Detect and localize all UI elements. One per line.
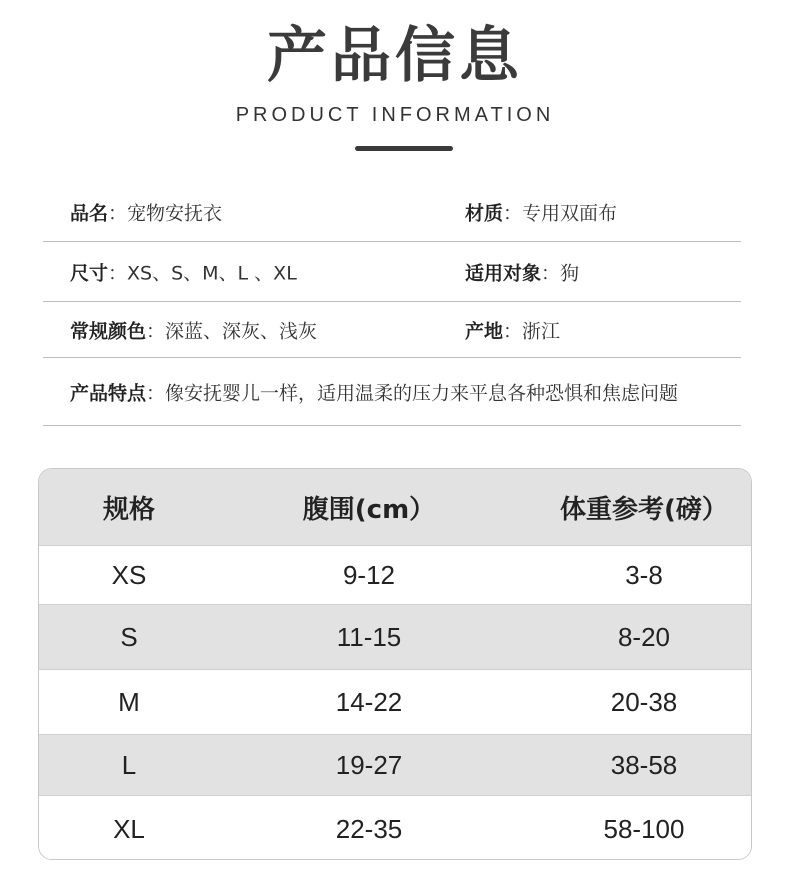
table-header-cell: 腹围(cm） <box>302 494 436 525</box>
table-cell: XL <box>113 813 145 844</box>
info-label: 产品特点 <box>70 382 147 404</box>
table-cell: 22-35 <box>335 813 403 844</box>
table-header-row <box>39 469 751 545</box>
table-row <box>39 545 751 604</box>
info-value: 像安抚婴儿一样，适用温柔的压力来平息各种恐惧和焦虑问题 <box>165 382 679 404</box>
info-row <box>43 302 741 358</box>
info-value: 专用双面布 <box>522 202 618 224</box>
table-cell: 38-58 <box>610 749 678 780</box>
info-item-target <box>465 258 579 285</box>
info-item-colors <box>70 316 317 343</box>
table-cell: 3-8 <box>625 559 663 590</box>
info-value: 狗 <box>560 262 580 284</box>
info-separator: ： <box>503 202 523 224</box>
info-separator: ： <box>108 262 128 284</box>
table-cell: 20-38 <box>610 686 678 717</box>
info-separator: ： <box>541 262 561 284</box>
info-label: 品名 <box>70 202 109 224</box>
table-cell: 8-20 <box>617 621 671 652</box>
info-value: 深蓝、深灰、浅灰 <box>165 320 318 342</box>
info-row <box>43 242 741 302</box>
info-label: 产地 <box>465 320 504 342</box>
info-item-size <box>70 258 297 285</box>
info-row <box>43 358 741 426</box>
info-value: XS、S、M、L 、XL <box>127 262 297 284</box>
info-separator: ： <box>503 320 523 342</box>
page-subtitle: PRODUCT INFORMATION <box>235 104 555 126</box>
size-chart-table <box>38 468 752 860</box>
info-label: 尺寸 <box>70 262 109 284</box>
table-cell: 14-22 <box>335 686 403 717</box>
info-value: 宠物安抚衣 <box>127 202 223 224</box>
info-item-name <box>70 198 222 225</box>
info-label: 材质 <box>465 202 504 224</box>
page-title: 产品信息 <box>267 21 523 91</box>
info-row <box>43 182 741 242</box>
info-separator: ： <box>146 382 166 404</box>
info-label: 常规颜色 <box>70 320 147 342</box>
table-cell: S <box>120 621 138 652</box>
info-label: 适用对象 <box>465 262 542 284</box>
info-value: 浙江 <box>522 320 561 342</box>
table-cell: M <box>118 686 140 717</box>
table-row <box>39 604 751 669</box>
info-item-material <box>465 198 617 225</box>
info-item-features <box>70 378 678 405</box>
table-row <box>39 669 751 734</box>
table-cell: 11-15 <box>336 621 402 652</box>
table-cell: L <box>121 749 137 780</box>
title-underline-bar <box>355 146 453 151</box>
table-row <box>39 795 751 860</box>
product-info-list <box>43 182 741 426</box>
table-header-cell: 体重参考(磅） <box>560 494 728 525</box>
table-header-cell: 规格 <box>102 494 155 525</box>
table-cell: 58-100 <box>603 813 685 844</box>
table-cell: 19-27 <box>335 749 403 780</box>
info-separator: ： <box>146 320 166 342</box>
info-item-origin <box>465 316 560 343</box>
table-row <box>39 734 751 795</box>
info-separator: ： <box>108 202 128 224</box>
table-cell: 9-12 <box>342 559 396 590</box>
table-cell: XS <box>111 559 147 590</box>
